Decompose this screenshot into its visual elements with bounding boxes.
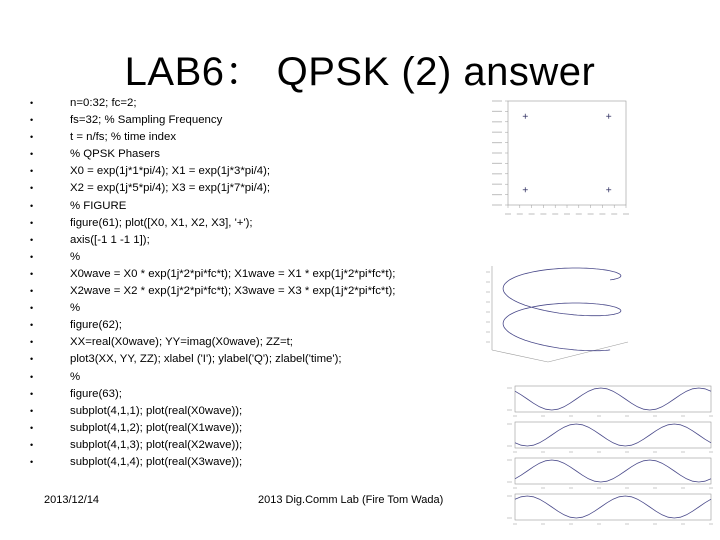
code-text: X2 = exp(1j*5*pi/4); X3 = exp(1j*7*pi/4); bbox=[70, 182, 271, 195]
footer-date: 2013/12/14 bbox=[44, 494, 100, 506]
bullet-icon: • bbox=[30, 303, 34, 314]
code-line bbox=[24, 95, 395, 112]
code-text: X0 = exp(1j*1*pi/4); X1 = exp(1j*3*pi/4); bbox=[70, 165, 271, 178]
code-text: t = n/fs; % time index bbox=[70, 131, 177, 144]
code-text: axis([-1 1 -1 1]); bbox=[70, 233, 150, 246]
code-text: figure(61); plot([X0, X1, X2, X3], '+'); bbox=[70, 216, 253, 229]
code-line bbox=[24, 180, 395, 197]
bullet-icon: • bbox=[30, 388, 34, 399]
code-text: XX=real(X0wave); YY=imag(X0wave); ZZ=t; bbox=[70, 336, 293, 349]
code-text: figure(62); bbox=[70, 319, 122, 332]
code-text: figure(63); bbox=[70, 387, 122, 400]
constellation-point bbox=[606, 187, 611, 192]
code-line bbox=[24, 249, 395, 266]
waveform-line bbox=[515, 424, 711, 446]
code-line bbox=[24, 403, 395, 420]
code-line bbox=[24, 283, 395, 300]
y-axis bbox=[548, 342, 628, 362]
subplot-figure bbox=[505, 382, 713, 528]
code-text: subplot(4,1,3); plot(real(X2wave)); bbox=[70, 438, 243, 451]
slide-title: LAB6： QPSK (2) answer bbox=[124, 50, 596, 94]
subplot-axes bbox=[515, 386, 711, 412]
bullet-icon: • bbox=[30, 251, 34, 262]
subplot-axes bbox=[515, 494, 711, 520]
code-line bbox=[24, 163, 395, 180]
bullet-icon: • bbox=[30, 439, 34, 450]
bullet-icon: • bbox=[30, 217, 34, 228]
code-text: subplot(4,1,1); plot(real(X0wave)); bbox=[70, 404, 243, 417]
subplot-axes bbox=[515, 422, 711, 448]
code-text: % bbox=[70, 302, 81, 315]
bullet-icon: • bbox=[30, 149, 34, 160]
constellation-point bbox=[606, 114, 611, 119]
bullet-icon: • bbox=[30, 337, 34, 348]
bullet-icon: • bbox=[30, 354, 34, 365]
helix-line bbox=[503, 268, 621, 351]
helix-figure bbox=[478, 258, 638, 368]
code-line bbox=[24, 351, 395, 368]
code-line bbox=[24, 146, 395, 163]
code-text: % bbox=[70, 370, 81, 383]
code-text: n=0:32; fc=2; bbox=[70, 97, 137, 109]
helix-3d-plot bbox=[478, 258, 638, 368]
waveform-subplots bbox=[505, 382, 713, 528]
bullet-icon: • bbox=[30, 286, 34, 297]
code-text: subplot(4,1,2); plot(real(X1wave)); bbox=[70, 421, 243, 434]
code-line bbox=[24, 420, 395, 437]
code-line bbox=[24, 198, 395, 215]
code-text: % bbox=[70, 250, 81, 263]
constellation-point bbox=[523, 114, 528, 119]
code-line bbox=[24, 266, 395, 283]
bullet-icon: • bbox=[30, 268, 34, 279]
code-line bbox=[24, 129, 395, 146]
code-line bbox=[24, 300, 395, 317]
bullet-icon: • bbox=[30, 405, 34, 416]
code-line bbox=[24, 369, 395, 386]
code-line bbox=[24, 112, 395, 129]
code-line bbox=[24, 454, 395, 471]
bullet-icon: • bbox=[30, 98, 34, 108]
code-text: X0wave = X0 * exp(1j*2*pi*fc*t); X1wave = X1 * exp(1j*2*pi*fc*t); bbox=[70, 267, 396, 280]
waveform-line bbox=[515, 460, 711, 482]
code-text: X2wave = X2 * exp(1j*2*pi*fc*t); X3wave = X3 * exp(1j*2*pi*fc*t); bbox=[70, 285, 396, 298]
constellation-figure bbox=[478, 95, 638, 225]
waveform-line bbox=[515, 388, 711, 410]
bullet-icon: • bbox=[30, 183, 34, 194]
code-line bbox=[24, 334, 395, 351]
code-text: subplot(4,1,4); plot(real(X3wave)); bbox=[70, 455, 243, 468]
constellation-plot bbox=[478, 95, 638, 225]
bullet-icon: • bbox=[30, 320, 34, 331]
code-line bbox=[24, 386, 395, 403]
bullet-icon: • bbox=[30, 166, 34, 177]
code-text: plot3(XX, YY, ZZ); xlabel ('I'); ylabel('Q'); zlabel('time'); bbox=[70, 353, 342, 366]
subplot-axes bbox=[515, 458, 711, 484]
code-text: fs=32; % Sampling Frequency bbox=[70, 114, 223, 127]
code-line bbox=[24, 317, 395, 334]
code-bullet-list bbox=[24, 95, 395, 471]
code-line bbox=[24, 215, 395, 232]
bullet-icon: • bbox=[30, 200, 34, 211]
constellation-point bbox=[523, 187, 528, 192]
code-line bbox=[24, 232, 395, 249]
bullet-icon: • bbox=[30, 456, 34, 467]
code-text: % FIGURE bbox=[70, 199, 127, 212]
code-line bbox=[24, 437, 395, 454]
bullet-icon: • bbox=[30, 132, 34, 143]
footer-credit: 2013 Dig.Comm Lab (Fire Tom Wada) bbox=[258, 494, 444, 506]
bullet-icon: • bbox=[30, 234, 34, 245]
code-text: % QPSK Phasers bbox=[70, 148, 160, 161]
bullet-icon: • bbox=[30, 422, 34, 433]
bullet-icon: • bbox=[30, 371, 34, 382]
x-axis bbox=[492, 350, 548, 362]
waveform-line bbox=[515, 496, 711, 518]
bullet-icon: • bbox=[30, 115, 34, 126]
